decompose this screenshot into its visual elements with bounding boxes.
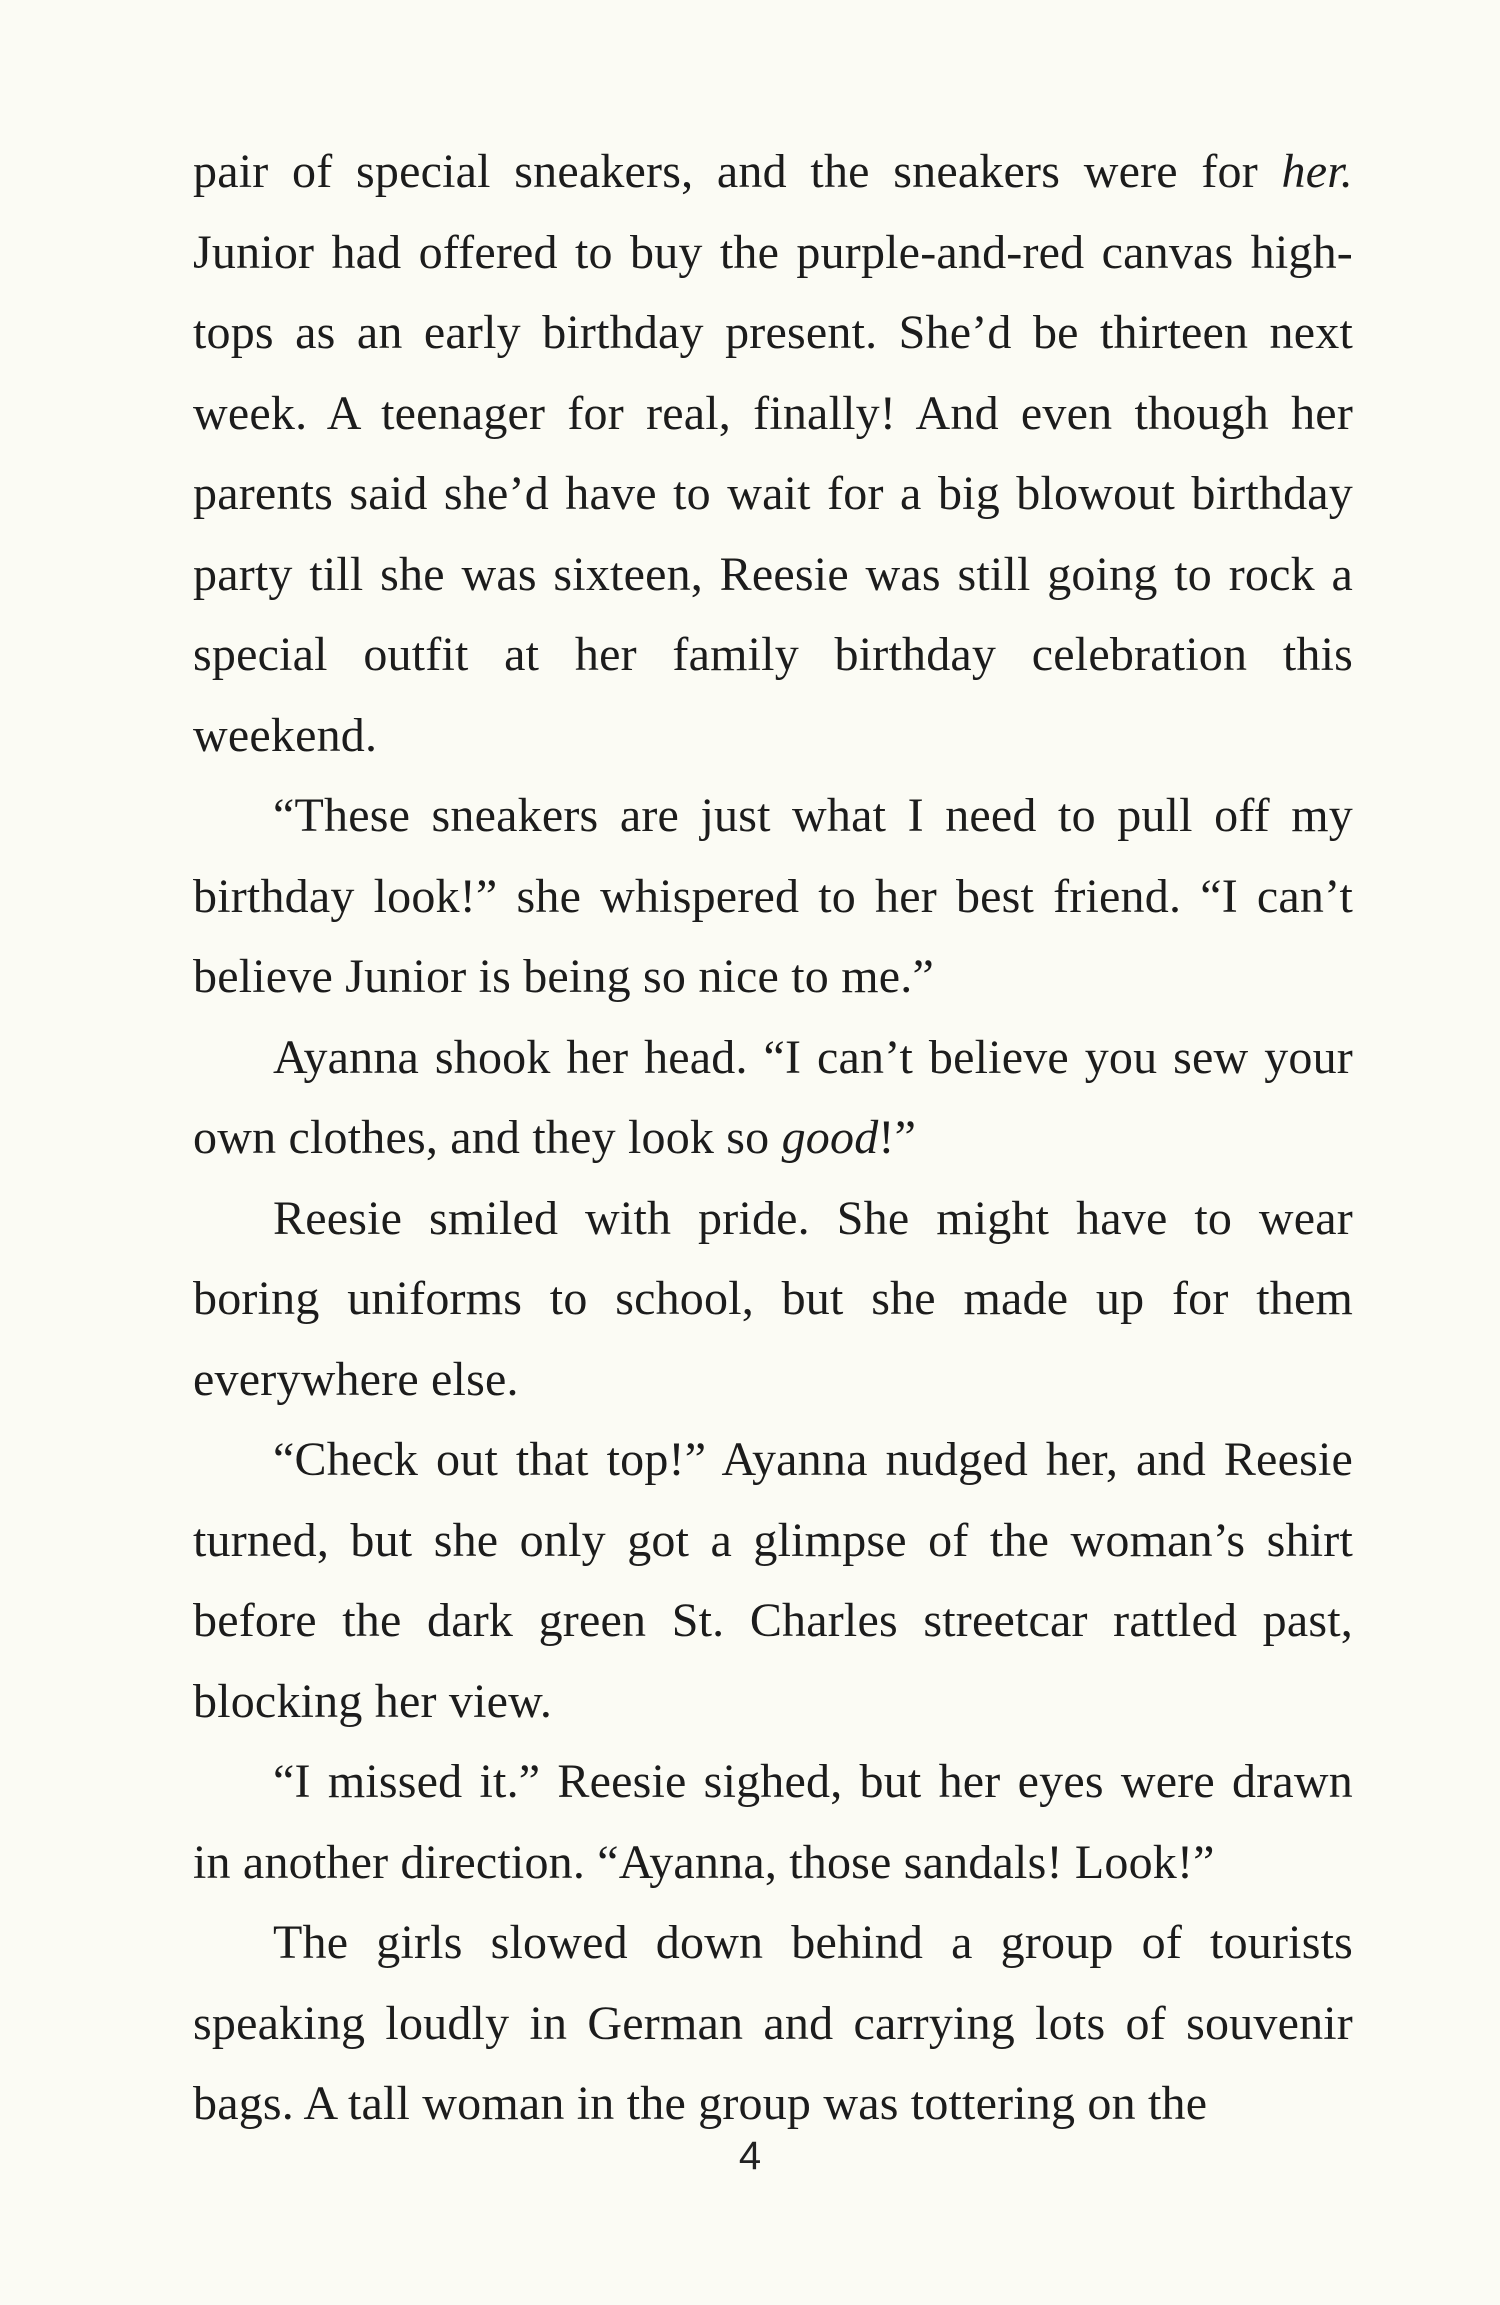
paragraph: Ayanna shook her head. “I can’t believe you sew your own clothes, and they look so good!” bbox=[193, 1030, 1353, 1164]
italic-text: her. bbox=[1281, 145, 1353, 198]
italic-text: good bbox=[781, 1111, 879, 1164]
body-text bbox=[193, 132, 1353, 2145]
paragraph: The girls slowed down behind a group of tourists speaking loudly in German and carrying lots of souvenir bags. A tall woman in the group was tottering on the bbox=[193, 1916, 1353, 2130]
paragraph: Reesie smiled with pride. She might have to wear boring uniforms to school, but she made up for them everywhere else. bbox=[193, 1191, 1353, 1406]
page-number: 4 bbox=[738, 2134, 762, 2178]
paragraph: “I missed it.” Reesie sighed, but her eyes were drawn in another direction. “Ayanna, those sandals! Look!” bbox=[193, 1755, 1353, 1889]
paragraph: “Check out that top!” Ayanna nudged her, and Reesie turned, but she only got a glimpse of the woman’s shirt before the dark green St. Charles streetcar rattled past, blocking her view. bbox=[193, 1433, 1353, 1728]
paragraph: pair of special sneakers, and the sneakers were for her. Junior had offered to buy the purple-and-red canvas high-tops as an early birthday present. She’d be thirteen next week. A teenager for real, finally! And even though her parents said she’d have to wait for a big blowout birthday party till she was sixteen, Reesie was still going to rock a special outfit at her family birthday celebration this weekend. bbox=[193, 145, 1353, 762]
paragraph: “These sneakers are just what I need to pull off my birthday look!” she whispered to her best friend. “I can’t believe Junior is being so nice to me.” bbox=[193, 789, 1353, 1003]
